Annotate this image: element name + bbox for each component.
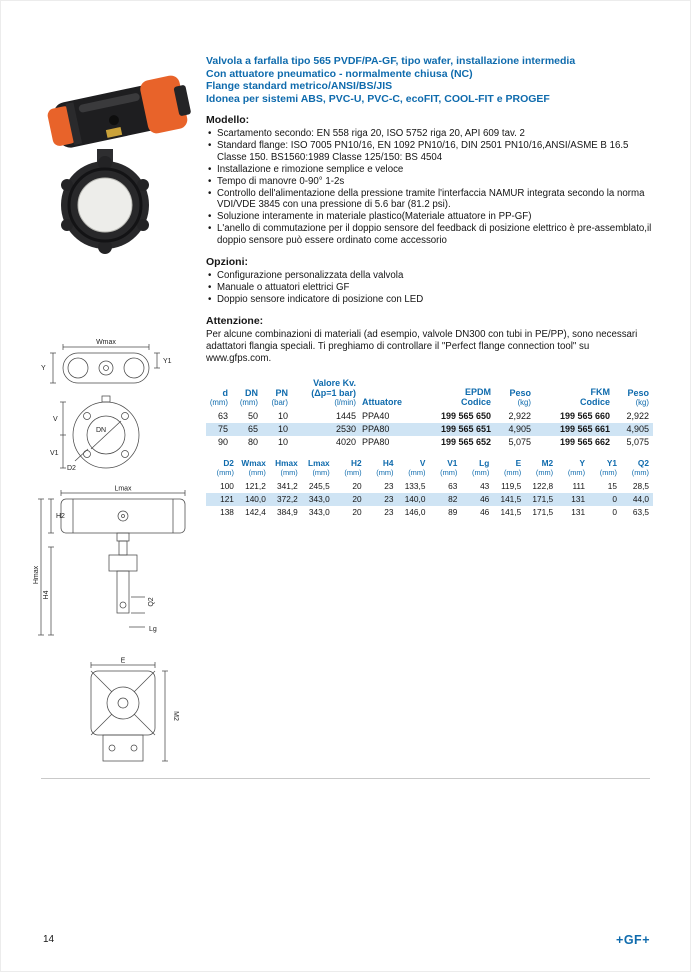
- table-cell: 63,5: [632, 506, 649, 517]
- table-row: [206, 423, 653, 436]
- table-cell: PPA80: [362, 423, 390, 434]
- table-cell: 0: [612, 493, 617, 504]
- table-cell: 46: [480, 506, 490, 517]
- product-title: [206, 55, 653, 105]
- column-header: Attuatore: [362, 396, 402, 407]
- table-cell: 171,5: [532, 506, 554, 517]
- dim-label-e: E: [120, 657, 126, 665]
- dim-label-dn: DN: [96, 427, 107, 434]
- table-cell: 343,0: [308, 493, 330, 504]
- column-header: Lmax (mm): [308, 457, 330, 477]
- column-header: Lg (mm): [472, 457, 490, 477]
- bullet-item: • Standard flange: ISO 7005 PN10/16, EN 1092 PN10/16, DIN 2501 PN10/16,ANSI/ASME B 16.5 Classe 150. BS1560:1989 Classe 125/150: BS 4504: [206, 140, 653, 164]
- column-header: DN (mm): [239, 387, 258, 407]
- content-column: [206, 55, 653, 519]
- dim-label-lmax: Lmax: [114, 485, 132, 493]
- table-cell: 133,5: [404, 480, 426, 491]
- drawing-side-view: [33, 485, 201, 645]
- table-cell: 171,5: [532, 493, 554, 504]
- column-header: E (mm): [503, 457, 522, 477]
- table-cell: 10: [277, 410, 288, 421]
- table-cell: 10: [277, 423, 288, 434]
- table-cell: 372,2: [277, 493, 298, 504]
- table-row: [206, 436, 653, 449]
- column-header: H2 (mm): [344, 457, 362, 477]
- column-header: Y (mm): [567, 457, 586, 477]
- table-cell: 1445: [335, 410, 356, 421]
- table-cell: 10: [277, 436, 288, 447]
- table-cell: 141,5: [500, 506, 522, 517]
- dim-label-h4: H4: [43, 590, 50, 600]
- table-cell: 75: [217, 423, 228, 434]
- technical-drawings: [33, 337, 201, 777]
- bullet-item: • Tempo di manovre 0-90° 1-2s: [206, 176, 653, 188]
- bullet-item: • Manuale o attuatori elettrici GF: [206, 282, 653, 294]
- column-header: d (mm): [209, 387, 228, 407]
- table-cell: 20: [352, 493, 362, 504]
- table-cell: 131: [571, 506, 586, 517]
- product-title-line: Flange standard metrico/ANSI/BS/JIS: [206, 80, 393, 92]
- table-cell: 2530: [335, 423, 356, 434]
- table-cell: 82: [448, 493, 458, 504]
- table-cell: 2,922: [626, 410, 649, 421]
- column-header: Y1 (mm): [599, 457, 617, 477]
- model-bullet-list: [206, 128, 653, 247]
- bullet-item: • Soluzione interamente in materiale plastico(Materiale attuatore in PP-GF): [206, 211, 653, 223]
- table-cell: 23: [384, 493, 394, 504]
- order-code-table: [206, 378, 653, 449]
- column-header: M2 (mm): [535, 457, 554, 477]
- product-title-line: Idonea per sistemi ABS, PVC-U, PVC-C, ecoFIT, COOL-FIT e PROGEF: [206, 92, 550, 105]
- table-row: [206, 493, 653, 506]
- dimensions-table: [206, 458, 653, 519]
- table-cell: 15: [607, 480, 617, 491]
- table-cell: 199 565 660: [559, 410, 610, 421]
- table-cell: 121,2: [245, 480, 266, 491]
- table-cell: PPA80: [362, 436, 390, 447]
- column-header: H4 (mm): [376, 457, 394, 477]
- table-cell: 245,5: [308, 480, 330, 491]
- bullet-item: • Doppio sensore indicatore di posizione con LED: [206, 294, 653, 306]
- table-cell: 100: [220, 480, 234, 491]
- table-cell: 5,075: [508, 436, 531, 447]
- table-cell: 20: [352, 506, 362, 517]
- table-cell: 63: [448, 480, 458, 491]
- table-cell: 384,9: [277, 506, 298, 517]
- table-cell: 199 565 661: [559, 423, 610, 434]
- page-number: 14: [43, 934, 55, 945]
- table-cell: 65: [247, 423, 258, 434]
- drawing-end-view: [33, 657, 201, 777]
- table-cell: 28,5: [632, 480, 649, 491]
- column-header: EPDM Codice: [460, 386, 491, 407]
- table-cell: 46: [480, 493, 490, 504]
- valve-with-actuator-photo: [47, 53, 195, 263]
- table-cell: 131: [571, 493, 586, 504]
- table-cell: 4,905: [626, 423, 649, 434]
- table-cell: 44,0: [632, 493, 649, 504]
- product-title-line: Valvola a farfalla tipo 565 PVDF/PA-GF, tipo wafer, installazione intermedia: [206, 55, 576, 67]
- table-cell: 90: [217, 436, 228, 447]
- column-header: D2 (mm): [216, 457, 234, 477]
- dim-label-y1: Y1: [163, 358, 172, 365]
- table-cell: 146,0: [404, 506, 426, 517]
- table-cell: PPA40: [362, 410, 390, 421]
- table-cell: 0: [612, 506, 617, 517]
- table-cell: 63: [217, 410, 228, 421]
- table-cell: 199 565 650: [440, 410, 491, 421]
- column-header: V1 (mm): [440, 457, 458, 477]
- column-header: PN (bar): [271, 387, 288, 407]
- column-header: Q2 (mm): [631, 457, 649, 477]
- dim-label-hmax: Hmax: [33, 565, 40, 585]
- column-header: FKM Codice: [579, 386, 610, 407]
- bullet-item: • Configurazione personalizzata della valvola: [206, 270, 653, 282]
- column-header: Valore Kv. (Δp=1 bar) (l/min): [311, 377, 356, 407]
- dim-label-m2: M2: [172, 711, 179, 721]
- table-cell: 80: [247, 436, 258, 447]
- table-cell: 23: [384, 506, 394, 517]
- table-cell: 4020: [335, 436, 356, 447]
- dim-label-v1: V1: [50, 450, 59, 457]
- table-cell: 142,4: [245, 506, 266, 517]
- bullet-item: • Installazione e rimozione semplice e veloce: [206, 164, 653, 176]
- table-cell: 4,905: [508, 423, 531, 434]
- drawing-top-and-front-view: [33, 337, 201, 479]
- model-heading: Modello:: [206, 114, 250, 126]
- table-row: [206, 506, 653, 519]
- bullet-item: • Scartamento secondo: EN 558 riga 20, ISO 5752 riga 20, API 609 tav. 2: [206, 128, 653, 140]
- table-cell: 138: [220, 506, 234, 517]
- dim-label-q2: Q2: [148, 597, 155, 607]
- product-photo: [47, 53, 195, 263]
- table-cell: 23: [384, 480, 394, 491]
- dim-label-y: Y: [41, 365, 46, 372]
- table-cell: 2,922: [508, 410, 531, 421]
- attention-text: Per alcune combinazioni di materiali (ad esempio, valvole DN300 con tubi in PE/PP), sono necessari adattatori flangia speciali. Ti preghiamo di controllare il "Perfect flange connection tool" su www.gfps.com.: [206, 328, 638, 364]
- table-row: [206, 410, 653, 423]
- options-bullet-list: [206, 270, 653, 306]
- footer-divider: [41, 778, 650, 779]
- table-cell: 341,2: [277, 480, 298, 491]
- column-header: Wmax (mm): [241, 457, 266, 477]
- table-cell: 199 565 651: [440, 423, 491, 434]
- bullet-item: • Controllo dell'alimentazione della pressione tramite l'interfaccia NAMUR integrata secondo la norma VDI/VDE 3845 con una pressione di 5.6 bar (81.2 psi).: [206, 188, 653, 212]
- dim-label-lg: Lg: [149, 626, 157, 633]
- table-cell: 140,0: [245, 493, 266, 504]
- column-header: Peso (kg): [627, 387, 649, 407]
- table-cell: 122,8: [532, 480, 554, 491]
- dim-label-wmax: Wmax: [96, 339, 116, 346]
- dim-label-v: V: [53, 416, 58, 423]
- table-row: [206, 480, 653, 493]
- table-cell: 199 565 662: [559, 436, 610, 447]
- column-header: Hmax (mm): [275, 457, 298, 477]
- table-cell: 140,0: [404, 493, 426, 504]
- table-cell: 50: [247, 410, 258, 421]
- table-cell: 141,5: [500, 493, 522, 504]
- column-header: Peso (kg): [509, 387, 531, 407]
- table-cell: 343,0: [308, 506, 330, 517]
- table-cell: 199 565 652: [440, 436, 491, 447]
- dim-label-d2: D2: [67, 465, 76, 472]
- table-cell: 20: [352, 480, 362, 491]
- table-cell: 121: [220, 493, 234, 504]
- attention-heading: Attenzione:: [206, 314, 264, 327]
- product-title-line: Con attuatore pneumatico - normalmente chiusa (NC): [206, 67, 473, 80]
- table-cell: 119,5: [501, 480, 522, 491]
- column-header: V (mm): [408, 457, 426, 477]
- dim-label-h2: H2: [56, 513, 65, 520]
- bullet-item: • L'anello di commutazione per il doppio sensore del feedback di posizione elettrico è pre-assemblato,il doppio sensore può essere ordinato come accessorio: [206, 223, 653, 247]
- options-heading: Opzioni:: [206, 256, 248, 269]
- gf-brand-logo: +GF+: [616, 933, 650, 947]
- table-cell: 43: [480, 480, 490, 491]
- table-cell: 5,075: [626, 436, 649, 447]
- table-cell: 89: [448, 506, 458, 517]
- table-cell: 111: [572, 480, 586, 491]
